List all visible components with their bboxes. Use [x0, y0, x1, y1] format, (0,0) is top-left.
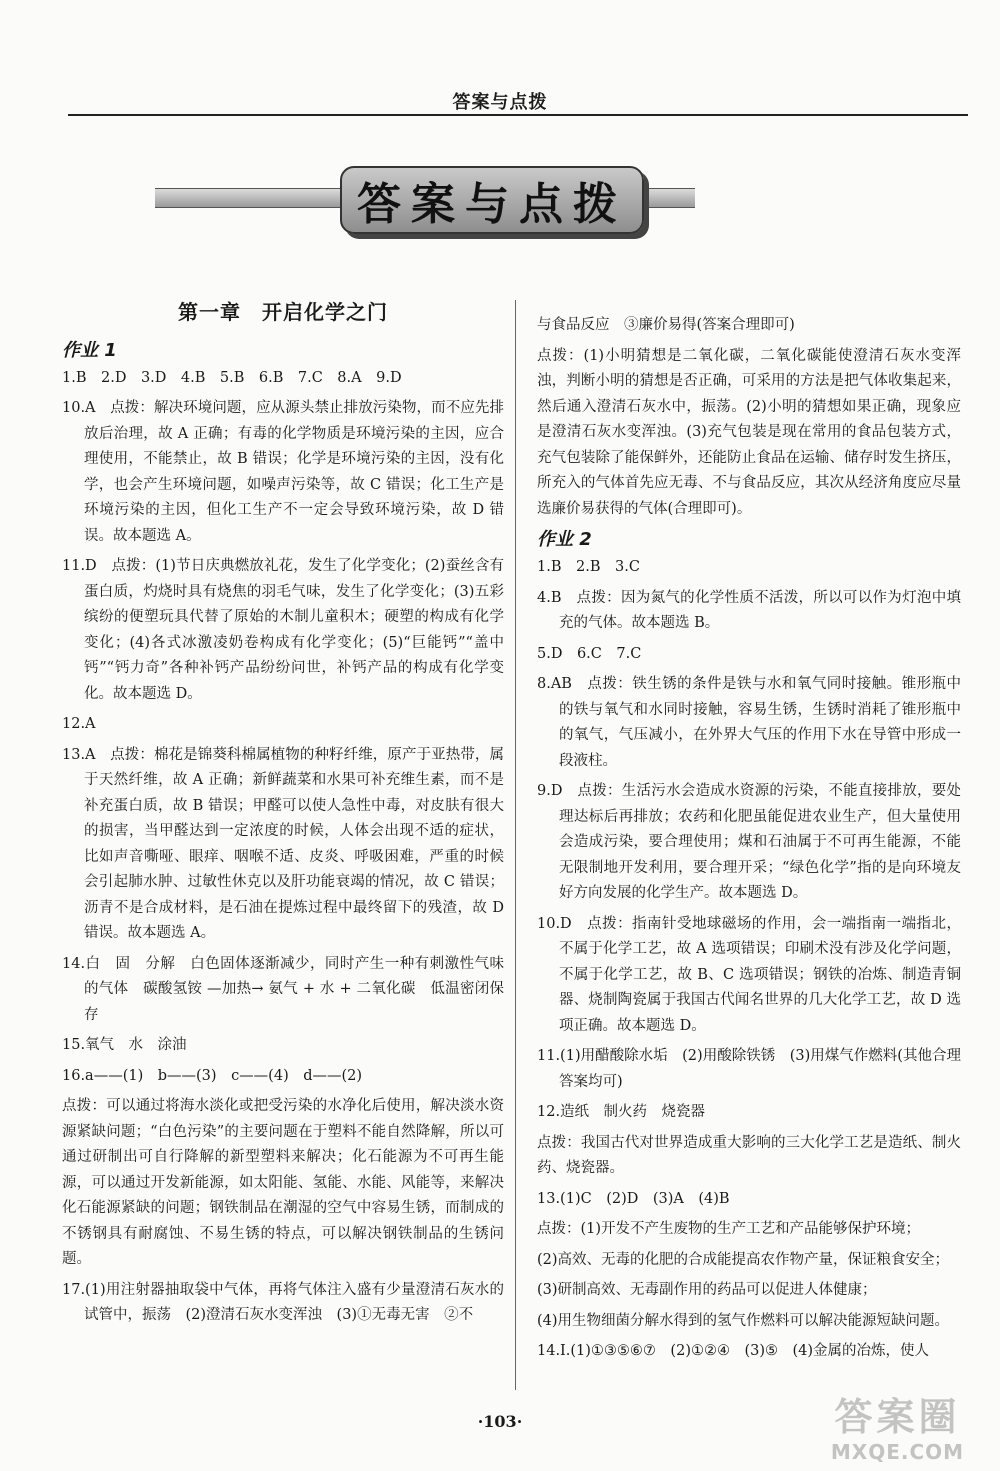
answer-item: 10.A 点拨：解决环境问题，应从源头禁止排放污染物，而不应先排放后治理，故 A 正确；有毒的化学物质是环境污染的主因，应合理使用，不能禁止，故 B 错误；化学是环境污染的主因，没有化学，也会产生环境问题，如噪声污染等，故 C 错误；化工生产是环境污染的主因，但化工生产不一定会导致环境污染，故 D 错误。故本题选 A。	[62, 400, 504, 544]
answer-item: 17.(1)用注射器抽取袋中气体，再将气体注入盛有少量澄清石灰水的试管中，振荡 (2)澄清石灰水变浑浊 (3)①无毒无害 ②不	[62, 1281, 504, 1323]
watermark-logo	[800, 1395, 995, 1468]
answer-item: 11.(1)用醋酸除水垢 (2)用酸除铁锈 (3)用煤气作燃料(其他合理答案均可)	[537, 1048, 961, 1090]
watermark-text-top: 答案圈	[834, 1395, 961, 1439]
banner-title: 答案与点拨	[357, 179, 627, 230]
answer-item: 16.a——(1) b——(3) c——(4) d——(2)	[62, 1067, 363, 1084]
answer-item: 12.造纸 制火药 烧瓷器	[537, 1104, 706, 1120]
answer-line: 1.B 2.B 3.C	[537, 559, 640, 575]
answer-item: 4.B 点拨：因为氮气的化学性质不活泼，所以可以作为灯泡中填充的气体。故本题选 B。	[537, 589, 961, 631]
answer-item: 13.A 点拨：棉花是锦葵科棉属植物的种籽纤维，原产于亚热带，属于天然纤维，故 A 正确；新鲜蔬菜和水果可补充维生素，而不是补充蛋白质，故 B 错误；甲醛可以使人急性中毒，对皮肤有很大的损害，当甲醛达到一定浓度的时候，人体会出现不适的症状，比如声音嘶哑、眼痒、咽喉不适、皮炎、呼吸困难，严重的时候会引起肺水肿、过敏性休克以及肝功能衰竭的情况，故 C 错误；沥青不是合成材料，是石油在提炼过程中最终留下的残渣，故 D 错误。故本题选 A。	[62, 746, 504, 941]
answer-item: 14.白 固 分解 白色固体逐渐减少，同时产生一种有刺激性气味的气体 碳酸氢铵 —加热→ 氨气 + 水 + 二氧化碳 低温密闭保存	[62, 955, 504, 1023]
answer-item: 8.AB 点拨：铁生锈的条件是铁与水和氧气同时接触。锥形瓶中的铁与氧气和水同时接触，容易生锈，生锈时消耗了锥形瓶中的氧气，气压减小，在外界大气压的作用下水在导管中形成一段液柱。	[537, 676, 961, 769]
answer-tip: 点拨：(1)小明猜想是二氧化碳，二氧化碳能使澄清石灰水变浑浊，判断小明的猜想是否正确，可采用的方法是把气体收集起来，然后通入澄清石灰水中，振荡。(2)小明的猜想如果正确，现象应是澄清石灰水变浑浊。(3)充气包装是现在常用的食品包装方式，充气包装除了能保鲜外，还能防止食品在运输、储存时发生挤压，所充入的气体首先应无毒、不与食品反应，其次从经济角度应尽量选廉价易获得的气体(合理即可)。	[537, 347, 961, 517]
right-column	[537, 313, 961, 1370]
answer-item: 10.D 点拨：指南针受地球磁场的作用，会一端指南一端指北，不属于化学工艺，故 A 选项错误；印刷术没有涉及化学问题，不属于化学工艺，故 B、C 选项错误；钢铁的冶炼、制造青铜器、烧制陶瓷属于我国古代闻名世界的几大化学工艺，故 D 选项正确。故本题选 D。	[537, 915, 961, 1034]
answer-item: 11.D 点拨：(1)节日庆典燃放礼花，发生了化学变化；(2)蚕丝含有蛋白质，灼烧时具有烧焦的羽毛气味，发生了化学变化；(3)五彩缤纷的便塑玩具代替了原始的木制儿童积木；硬塑的构成有化学变化；(4)各式冰激凌奶卷构成有化学变化；(5)“巨能钙”“盖中钙”“钙力奇”各种补钙产品纷纷问世，补钙产品的构成有化学变化。故本题选 D。	[62, 558, 504, 702]
running-header: 答案与点拨	[452, 92, 548, 113]
answer-line: 1.B 2.D 3.D 4.B 5.B 6.B 7.C 8.A 9.D	[62, 369, 402, 386]
homework-heading: 作业 1	[62, 339, 117, 361]
answer-item: 13.(1)C (2)D (3)A (4)B	[537, 1190, 730, 1207]
answer-item: 15.氧气 水 涂油	[62, 1037, 187, 1053]
answer-tip: 点拨：可以通过将海水淡化或把受污染的水净化后使用，解决淡水资源紧缺问题；“白色污染”的主要问题在于塑料不能自然降解，所以可通过研制出可自行降解的新型塑料来解决；化石能源为不可再生能源，可以通过开发新能源，如太阳能、氢能、水能、风能等，来解决化石能源紧缺的问题；钢铁制品在潮湿的空气中容易生锈，而制成的不锈钢具有耐腐蚀、不易生锈的特点，可以解决钢铁制品的生锈问题。	[62, 1098, 504, 1267]
answer-item: 12.A	[62, 716, 96, 732]
answer-continuation: 与食品反应 ③廉价易得(答案合理即可)	[537, 317, 795, 333]
column-divider	[515, 300, 516, 1390]
answer-line: 5.D 6.C 7.C	[537, 645, 642, 662]
chapter-title: 第一章 开启化学之门	[178, 300, 388, 324]
page-number: ·103·	[477, 1412, 523, 1431]
banner-box	[340, 166, 644, 234]
watermark-text-bottom: MXQE.COM	[830, 1440, 965, 1464]
section-banner	[155, 160, 695, 240]
answer-tip: (4)用生物细菌分解水得到的氢气作燃料可以解决能源短缺问题。	[537, 1312, 950, 1329]
answer-item: 14.Ⅰ.(1)①③⑤⑥⑦ (2)①②④ (3)⑤ (4)金属的冶炼，使人	[537, 1343, 930, 1359]
homework-heading: 作业 2	[537, 529, 592, 550]
answer-item: 9.D 点拨：生活污水会造成水资源的污染，不能直接排放，要处理达标后再排放；农药和化肥虽能促进农业生产，但大量使用会造成污染，要合理使用；煤和石油属于不可再生能源，不能无限制地开发利用，要合理开采；“绿色化学”指的是向环境友好方向发展的化学生产。故本题选 D。	[537, 783, 961, 901]
answer-tip: 点拨：(1)开发不产生废物的生产工艺和产品能够保护环境；	[537, 1221, 921, 1237]
left-column	[62, 300, 504, 1334]
answer-tip: 点拨：我国古代对世界造成重大影响的三大化学工艺是造纸、制火药、烧瓷器。	[537, 1134, 961, 1176]
answer-tip: (3)研制高效、无毒副作用的药品可以促进人体健康；	[537, 1282, 877, 1298]
header-rule	[68, 114, 968, 116]
answer-tip: (2)高效、无毒的化肥的合成能提高农作物产量，保证粮食安全；	[537, 1251, 950, 1268]
